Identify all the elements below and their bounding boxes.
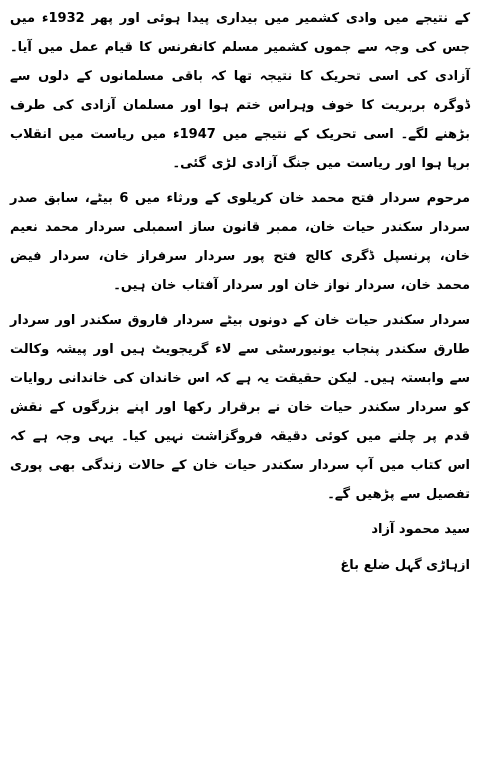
paragraph-1: کے نتیجے میں وادی کشمیر میں بیداری پیدا ہوئی اور پھر 1932ء میں جس کی وجہ سے جموں کشمیر مسلم کانفرنس کا قیام عمل میں آیا۔ آزادی کی اسی تحریک کا نتیجہ تھا کہ باقی مسلمانوں کے دلوں سے ڈوگرہ بربریت کا خوف وہراس ختم ہوا اور مسلمان آزادی کی طرف بڑھنے لگے۔ اسی تحریک کے نتیجے میں 1947ء میں ریاست میں انقلاب برپا ہوا اور ریاست میں جنگ آزادی لڑی گئی۔ <box>10 11 471 171</box>
paragraph-3: سردار سکندر حیات خان کے دونوں بیٹے سردار فاروق سکندر اور سردار طارق سکندر پنجاب یونیورسٹی سے لاء گریجویٹ ہیں اور پیشہ وکالت سے وابستہ ہیں۔ لیکن حقیقت یہ ہے کہ اس خاندان کی خاندانی روایات کو سردار سکندر حیات خان نے برقرار رکھا اور اپنے بزرگوں کے نقش قدم پر چلنے میں کوئی دقیقہ فروگزاشت نہیں کیا۔ یہی وجہ ہے کہ اس کتاب میں آپ سردار سکندر حیات خان کے حالات زندگی بھی پوری تفصیل سے پڑھیں گے۔ <box>10 313 470 502</box>
paragraph-2: مرحوم سردار فتح محمد خان کریلوی کے ورثاء میں 6 بیٹے، سابق صدر سردار سکندر حیات خان، ممبر قانون ساز اسمبلی سردار محمد نعیم خان، پرنسپل ڈگری کالج فتح پور سردار سرفراز خان، سردار فیض محمد خان، سردار نواز خان اور سردار آفتاب خان ہیں۔ <box>10 191 470 293</box>
author-name: سید محمود آزاد <box>371 522 470 537</box>
author-place: ازہاڑی گہل ضلع باغ <box>340 558 470 573</box>
